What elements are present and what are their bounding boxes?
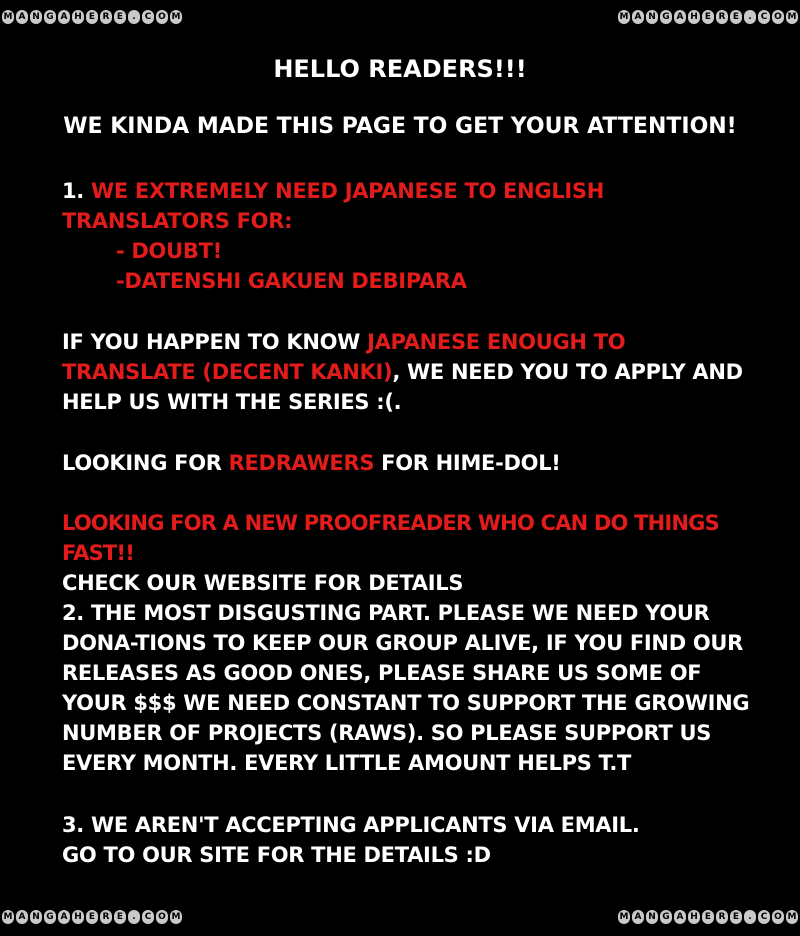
watermark-letter: . [744,10,756,24]
watermark-letter: C [758,10,770,24]
watermark-letter: E [730,910,742,924]
translate-part-2: , WE NEED YOU TO APPLY AND HELP US WITH THE SERIES :(. [62,360,743,414]
proofreader-headline: LOOKING FOR A NEW PROOFREADER WHO CAN DO THINGS FAST!! [62,511,719,565]
watermark-letter: H [688,910,700,924]
watermark-letter: R [100,10,112,24]
watermark-letter: N [646,10,658,24]
watermark-letter: E [86,10,98,24]
watermark-letter: M [3,912,13,922]
watermark-letter: O [772,10,784,24]
watermark-letter: A [632,910,644,924]
watermark-letter: A [674,10,686,24]
watermark-letter: E [114,10,126,24]
watermark-letter: E [702,10,714,24]
watermark-letter: M [171,12,181,22]
translate-part-1: IF YOU HAPPEN TO KNOW [62,330,368,354]
watermark-letter: E [702,910,714,924]
series-item-datenshi: -DATENSHI GAKUEN DEBIPARA [116,269,467,293]
section-1-headline: WE EXTREMELY NEED JAPANESE TO ENGLISH TRANSLATORS FOR: [62,179,605,233]
watermark-letter: R [716,910,728,924]
watermark-letter: A [16,10,28,24]
watermark-letter: H [688,10,700,24]
watermark-letter: M [787,12,797,22]
redrawers-line [62,448,752,478]
watermark-letter: E [114,910,126,924]
attention-subtitle: WE KINDA MADE THIS PAGE TO GET YOUR ATTENTION! [63,114,737,139]
watermark-bottom-right [618,910,798,924]
watermark-letter: O [156,10,168,24]
watermark-letter: H [72,10,84,24]
translate-paragraph [62,327,752,417]
watermark-letter: G [44,10,56,24]
watermark-letter: N [30,910,42,924]
watermark-letter: G [660,910,672,924]
watermark-letter: N [30,10,42,24]
section-1 [62,176,752,296]
watermark-letter: C [142,910,154,924]
section-3 [62,810,752,870]
watermark-letter: O [156,910,168,924]
watermark-letter: C [758,910,770,924]
watermark-letter: A [674,910,686,924]
watermark-letter: M [787,912,797,922]
watermark-letter: A [58,10,70,24]
section-2-donations: 2. THE MOST DISGUSTING PART. PLEASE WE NEED YOUR DONA-TIONS TO KEEP OUR GROUP ALIVE, IF YOU FIND OUR RELEASES AS GOOD ONES, PLEASE SHARE US SOME OF YOUR $$$ WE NEED CONSTANT TO SUPPORT THE GROWING NUMBER OF PROJECTS (RAWS). SO PLEASE SUPPORT US EVERY MONTH. EVERY LITTLE AMOUNT HELPS T.T [62,601,750,775]
section-1-number: 1. [62,179,84,203]
proofreader-detail: CHECK OUR WEBSITE FOR DETAILS [62,571,464,595]
watermark-letter: . [744,910,756,924]
watermark-letter: H [72,910,84,924]
watermark-letter: C [142,10,154,24]
watermark-letter: M [619,12,629,22]
watermark-letter: R [100,910,112,924]
watermark-top-left [2,10,182,24]
section-3-line-1: 3. WE AREN'T ACCEPTING APPLICANTS VIA EMAIL. [62,813,640,837]
watermark-letter: . [128,10,140,24]
redrawers-part-2: FOR HIME-DOL! [374,451,561,475]
watermark-letter: M [171,912,181,922]
watermark-letter: O [772,910,784,924]
proofreader-block [62,508,752,598]
watermark-letter: G [44,910,56,924]
watermark-letter: N [646,910,658,924]
watermark-letter: A [632,10,644,24]
watermark-letter: . [128,910,140,924]
watermark-letter: M [3,12,13,22]
translate-highlight: JAPANESE ENOUGH TO TRANSLATE (DECENT KANKI) [62,330,626,384]
watermark-letter: G [660,10,672,24]
redrawers-highlight: REDRAWERS [228,451,375,475]
watermark-letter: R [716,10,728,24]
redrawers-part-1: LOOKING FOR [62,451,229,475]
watermark-bottom-left [2,910,182,924]
series-item-doubt: - DOUBT! [116,239,222,263]
watermark-letter: M [619,912,629,922]
watermark-letter: A [16,910,28,924]
page-title: HELLO READERS!!! [273,55,527,84]
watermark-letter: E [730,10,742,24]
watermark-letter: E [86,910,98,924]
section-3-line-2: GO TO OUR SITE FOR THE DETAILS :D [62,843,491,867]
watermark-letter: A [58,910,70,924]
watermark-top-right [618,10,798,24]
